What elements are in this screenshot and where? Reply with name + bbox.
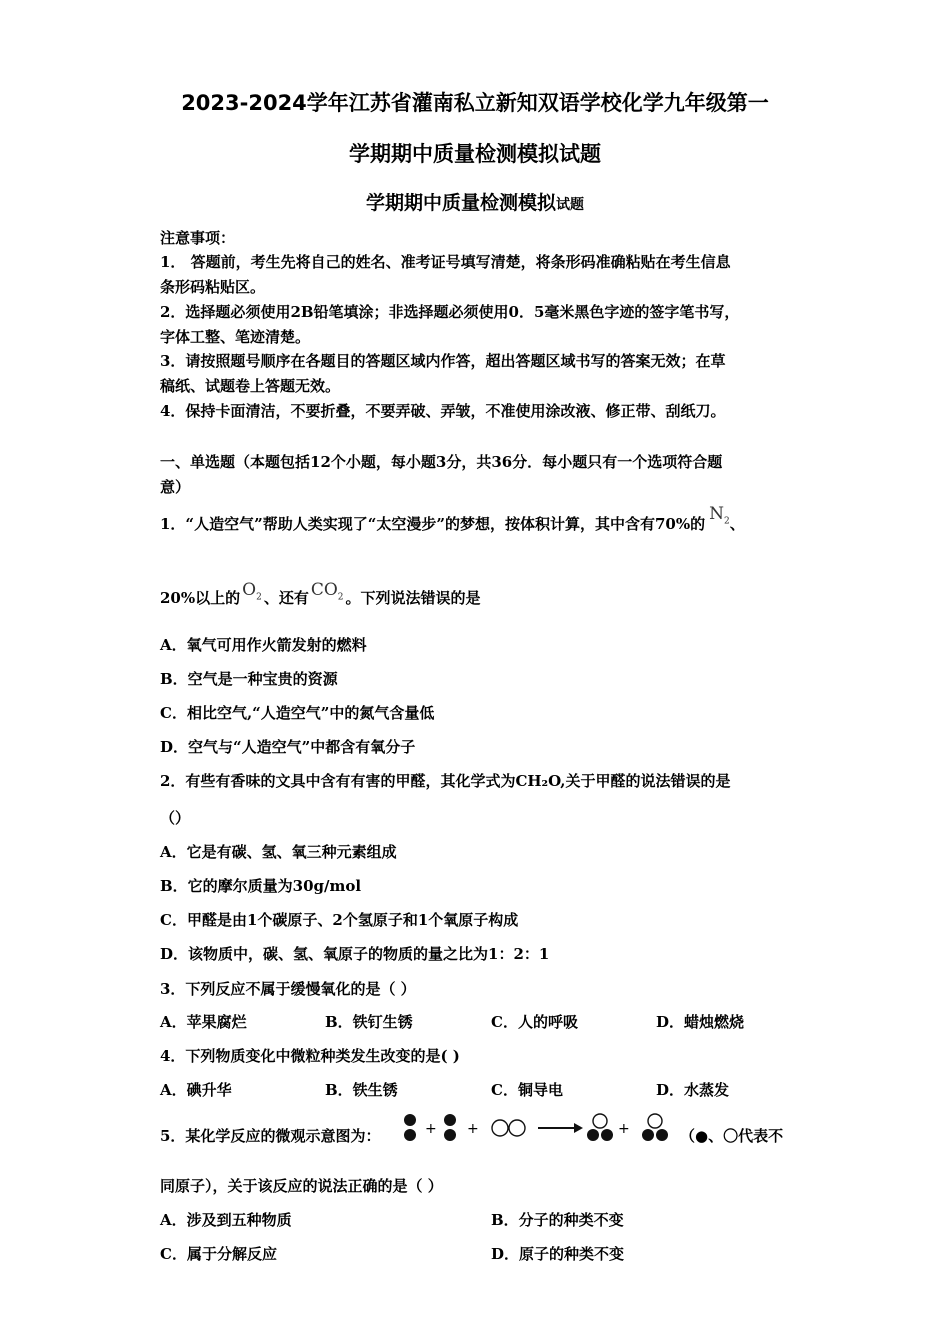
notice-item1-line1: 1． 答题前，考生先将自己的姓名、准考证号填写清楚，将条形码准确粘贴在考生信息 — [160, 253, 731, 271]
product-molecule-1 — [587, 1114, 613, 1141]
notice-item4: 4．保持卡面清洁，不要折叠，不要弄破、弄皱，不准使用涂改液、修正带、刮纸刀。 — [160, 402, 726, 420]
q4-option-b: B．铁生锈 — [325, 1081, 398, 1099]
q2-option-b: B．它的摩尔质量为30g/mol — [160, 877, 362, 895]
plus-sign-3: + — [618, 1121, 630, 1137]
q2-stem-line1: 2．有些有香味的文具中含有有害的甲醛，其化学式为CH₂O,关于甲醛的说法错误的是 — [160, 772, 731, 790]
notice-item2-line1: 2．选择题必须使用2B铅笔填涂；非选择题必须使用0．5毫米黑色字迹的签字笔书写， — [160, 303, 740, 321]
reaction-arrow — [538, 1123, 583, 1133]
section1-heading-line1: 一、单选题（本题包括12个小题，每小题3分，共36分．每小题只有一个选项符合题 — [160, 453, 723, 471]
q5-option-b: B．分子的种类不变 — [491, 1211, 624, 1229]
q5-option-a: A．涉及到五种物质 — [160, 1211, 292, 1229]
q1-option-b: B．空气是一种宝贵的资源 — [160, 670, 338, 688]
q1-option-d: D．空气与“人造空气”中都含有氧分子 — [160, 738, 416, 756]
o2-symbol: O — [242, 580, 257, 600]
q5-stem-line1: 5．某化学反应的微观示意图为： — [160, 1127, 381, 1145]
q1-option-a: A．氧气可用作火箭发射的燃料 — [160, 636, 367, 654]
notice-heading: 注意事项： — [160, 229, 236, 247]
q3-option-d: D．蜡烛燃烧 — [656, 1013, 745, 1031]
q4-option-c: C．铜导电 — [491, 1081, 563, 1099]
reaction-diagram — [398, 1108, 678, 1148]
q1-stem-b-mid: 、还有 — [263, 589, 309, 607]
page-subtitle — [0, 188, 950, 215]
page-title-line1: 2023-2024学年江苏省灌南私立新知双语学校化学九年级第一 — [181, 91, 769, 115]
notice-item3-line2: 稿纸、试题卷上答题无效。 — [160, 377, 341, 395]
page-title-line2: 学期期中质量检测模拟试题 — [349, 142, 601, 166]
product-molecule-2 — [642, 1114, 668, 1141]
q1-option-c: C．相比空气,“人造空气”中的氮气含量低 — [160, 704, 435, 722]
q3-option-a: A．苹果腐烂 — [160, 1013, 247, 1031]
q1-stem-line2 — [160, 580, 481, 615]
q3-stem: 3．下列反应不属于缓慢氧化的是（ ） — [160, 980, 416, 998]
co2-symbol: CO — [310, 580, 338, 600]
notice-item2-line2: 字体工整、笔迹清楚。 — [160, 328, 311, 346]
plus-sign-1: + — [425, 1121, 437, 1137]
q2-stem-line2: （） — [160, 809, 191, 827]
co2-formula — [310, 580, 344, 603]
q2-option-c: C．甲醛是由1个碳原子、2个氢原子和1个氧原子构成 — [160, 911, 519, 929]
n2-subscript: 2 — [723, 516, 730, 527]
reactant-molecule-3 — [492, 1120, 525, 1136]
q1-stem-b-start: 20%以上的 — [160, 589, 241, 607]
q1-stem-line1 — [160, 504, 745, 541]
q3-option-c: C．人的呼吸 — [491, 1013, 578, 1031]
co2-subscript: 2 — [337, 592, 344, 603]
n2-formula — [709, 504, 730, 527]
q2-option-d: D．该物质中，碳、氢、氧原子的物质的量之比为1：2：1 — [160, 945, 550, 963]
q5-option-d: D．原子的种类不变 — [491, 1245, 625, 1263]
q1-stem-text: 1．“人造空气”帮助人类实现了“太空漫步”的梦想，按体积计算，其中含有70%的 — [160, 515, 706, 533]
q5-stem-legend: （●、〇代表不 — [680, 1127, 784, 1145]
reactant-molecule-1 — [404, 1114, 416, 1141]
q5-stem-line2: 同原子），关于该反应的说法正确的是（ ） — [160, 1177, 443, 1195]
reactant-molecule-2 — [444, 1114, 456, 1141]
subtitle-small: 试题 — [556, 197, 584, 213]
section1-heading-line2: 意） — [160, 478, 191, 496]
q5-option-c: C．属于分解反应 — [160, 1245, 277, 1263]
q4-stem: 4．下列物质变化中微粒种类发生改变的是( ) — [160, 1047, 460, 1065]
subtitle-main: 学期期中质量检测模拟 — [365, 192, 556, 214]
q1-stem-comma: 、 — [729, 515, 745, 533]
q4-option-a: A．碘升华 — [160, 1081, 232, 1099]
o2-formula — [242, 580, 262, 603]
o2-subscript: 2 — [256, 592, 262, 603]
q3-option-b: B．铁钉生锈 — [325, 1013, 413, 1031]
q2-option-a: A．它是有碳、氢、氧三种元素组成 — [160, 843, 397, 861]
q4-option-d: D．水蒸发 — [656, 1081, 730, 1099]
notice-item3-line1: 3．请按照题号顺序在各题目的答题区域内作答，超出答题区域书写的答案无效；在草 — [160, 352, 726, 370]
notice-item1-line2: 条形码粘贴区。 — [160, 278, 266, 296]
q1-stem-b-end: 。下列说法错误的是 — [345, 589, 481, 607]
plus-sign-2: + — [467, 1121, 479, 1137]
n2-symbol: N — [709, 504, 724, 524]
